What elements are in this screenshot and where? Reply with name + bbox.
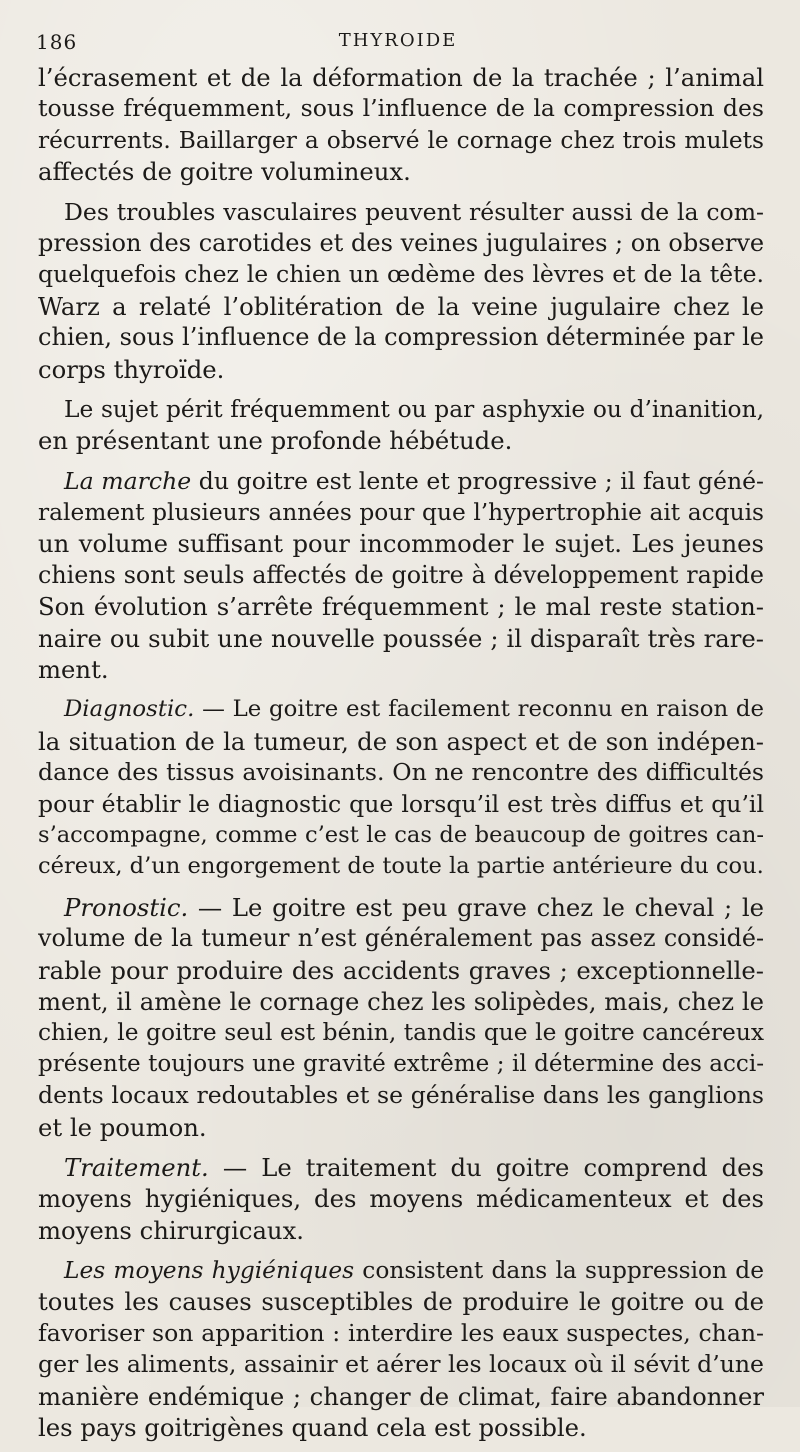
section-lead: Les moyens hygiéniques — [64, 1257, 355, 1285]
text-run: — Le traitement du goitre comprend des — [208, 1152, 764, 1182]
paragraph — [38, 394, 764, 457]
text-line: naire ou subit une nouvelle poussée ; il disparaît très rare- — [38, 623, 764, 653]
text-line: Son évolution s’arrête fréquemment ; le mal reste station- — [38, 592, 764, 622]
text-line — [38, 892, 764, 923]
section-lead: Diagnostic. — [64, 696, 195, 723]
text-line: un volume suffisant pour incommoder le sujet. Les jeunes — [38, 529, 764, 559]
text-run: — Le goitre est facilement reconnu en raison de — [194, 696, 764, 723]
paragraph-moyens-hygieniques — [38, 1255, 764, 1443]
paragraph-diagnostic — [38, 694, 764, 882]
section-lead: La marche — [64, 466, 192, 495]
text-line — [38, 1255, 764, 1286]
text-line: moyens hygiéniques, des moyens médicamenteux et des — [38, 1184, 764, 1214]
text-line — [38, 466, 764, 497]
text-line: et le poumon. — [38, 1112, 207, 1142]
text-line: moyens chirurgicaux. — [38, 1215, 305, 1245]
paragraph-pronostic — [38, 892, 764, 1143]
text-line: présente toujours une gravité extrême ; il détermine des acci- — [38, 1050, 764, 1077]
text-line: en présentant une profonde hébétude. — [38, 426, 513, 456]
paragraph — [38, 62, 764, 188]
text-line: affectés de goitre volumineux. — [38, 157, 411, 187]
text-line: Des troubles vasculaires peuvent résulter aussi de la com- — [64, 197, 764, 226]
text-line: la situation de la tumeur, de son aspect et de son indépen- — [38, 726, 764, 756]
paragraph-traitement — [38, 1152, 764, 1246]
body-text — [38, 62, 764, 1452]
text-line: ralement plusieurs années pour que l’hypertrophie ait acquis — [38, 499, 764, 527]
text-line: les pays goitrigènes quand cela est possible. — [38, 1413, 587, 1443]
text-line: chiens sont seuls affectés de goitre à développement rapide — [38, 560, 764, 589]
text-line: dance des tissus avoisinants. On ne rencontre des difficultés — [38, 758, 764, 787]
text-run: consistent dans la suppression de — [354, 1257, 764, 1285]
section-lead: Traitement. — [64, 1152, 209, 1182]
paragraph-marche — [38, 466, 764, 686]
text-line: rable pour produire des accidents graves ; exceptionnelle- — [38, 955, 764, 985]
text-line: récurrents. Baillarger a observé le cornage chez trois mulets — [38, 126, 764, 154]
text-line: Le sujet périt fréquemment ou par asphyxie ou d’inanition, — [64, 395, 764, 423]
text-line: favoriser son apparition : interdire les eaux suspectes, chan- — [38, 1318, 764, 1347]
text-line: corps thyroïde. — [38, 354, 225, 384]
text-line: s’accompagne, comme c’est le cas de beaucoup de goitres can- — [38, 821, 764, 848]
text-line: manière endémique ; changer de climat, faire abandonner — [38, 1381, 764, 1411]
text-line: quelquefois chez le chien un œdème des lèvres et de la tête. — [38, 260, 764, 289]
text-run: — Le goitre est peu grave chez le cheval ; le — [188, 892, 764, 922]
text-line: volume de la tumeur n’est généralement pas assez considé- — [38, 924, 764, 953]
text-line: l’écrasement et de la déformation de la trachée ; l’animal — [38, 63, 764, 92]
text-line: céreux, d’un engorgement de toute la partie antérieure du cou. — [38, 853, 764, 880]
text-line — [38, 694, 764, 725]
text-line: tousse fréquemment, sous l’influence de la compression des — [38, 94, 764, 123]
text-line: Warz a relaté l’oblitération de la veine jugulaire chez le — [38, 291, 764, 321]
text-line: ger les aliments, assainir et aérer les locaux où il sévit d’une — [38, 1350, 764, 1379]
text-line: pression des carotides et des veines jugulaires ; on observe — [38, 228, 764, 257]
running-head: THYROIDE — [338, 30, 458, 51]
text-line: pour établir le diagnostic que lorsqu’il est très diffus et qu’il — [38, 789, 764, 818]
text-run: du goitre est lente et progressive ; il faut géné- — [191, 466, 764, 495]
text-line: chien, sous l’influence de la compression déterminée par le — [38, 323, 764, 352]
text-line: ment, il amène le cornage chez les solipèdes, mais, chez le — [38, 986, 764, 1016]
text-line: chien, le goitre seul est bénin, tandis que le goitre cancéreux — [38, 1019, 764, 1047]
text-line: ment. — [38, 655, 109, 685]
paragraph — [38, 197, 764, 385]
page-number: 186 — [36, 30, 78, 54]
text-line: dents locaux redoutables et se généralise dans les ganglions — [38, 1081, 764, 1110]
section-lead: Pronostic. — [64, 892, 189, 922]
text-line: toutes les causes susceptibles de produire le goitre ou de — [38, 1287, 764, 1317]
page-header — [36, 30, 760, 60]
text-line — [38, 1152, 764, 1183]
